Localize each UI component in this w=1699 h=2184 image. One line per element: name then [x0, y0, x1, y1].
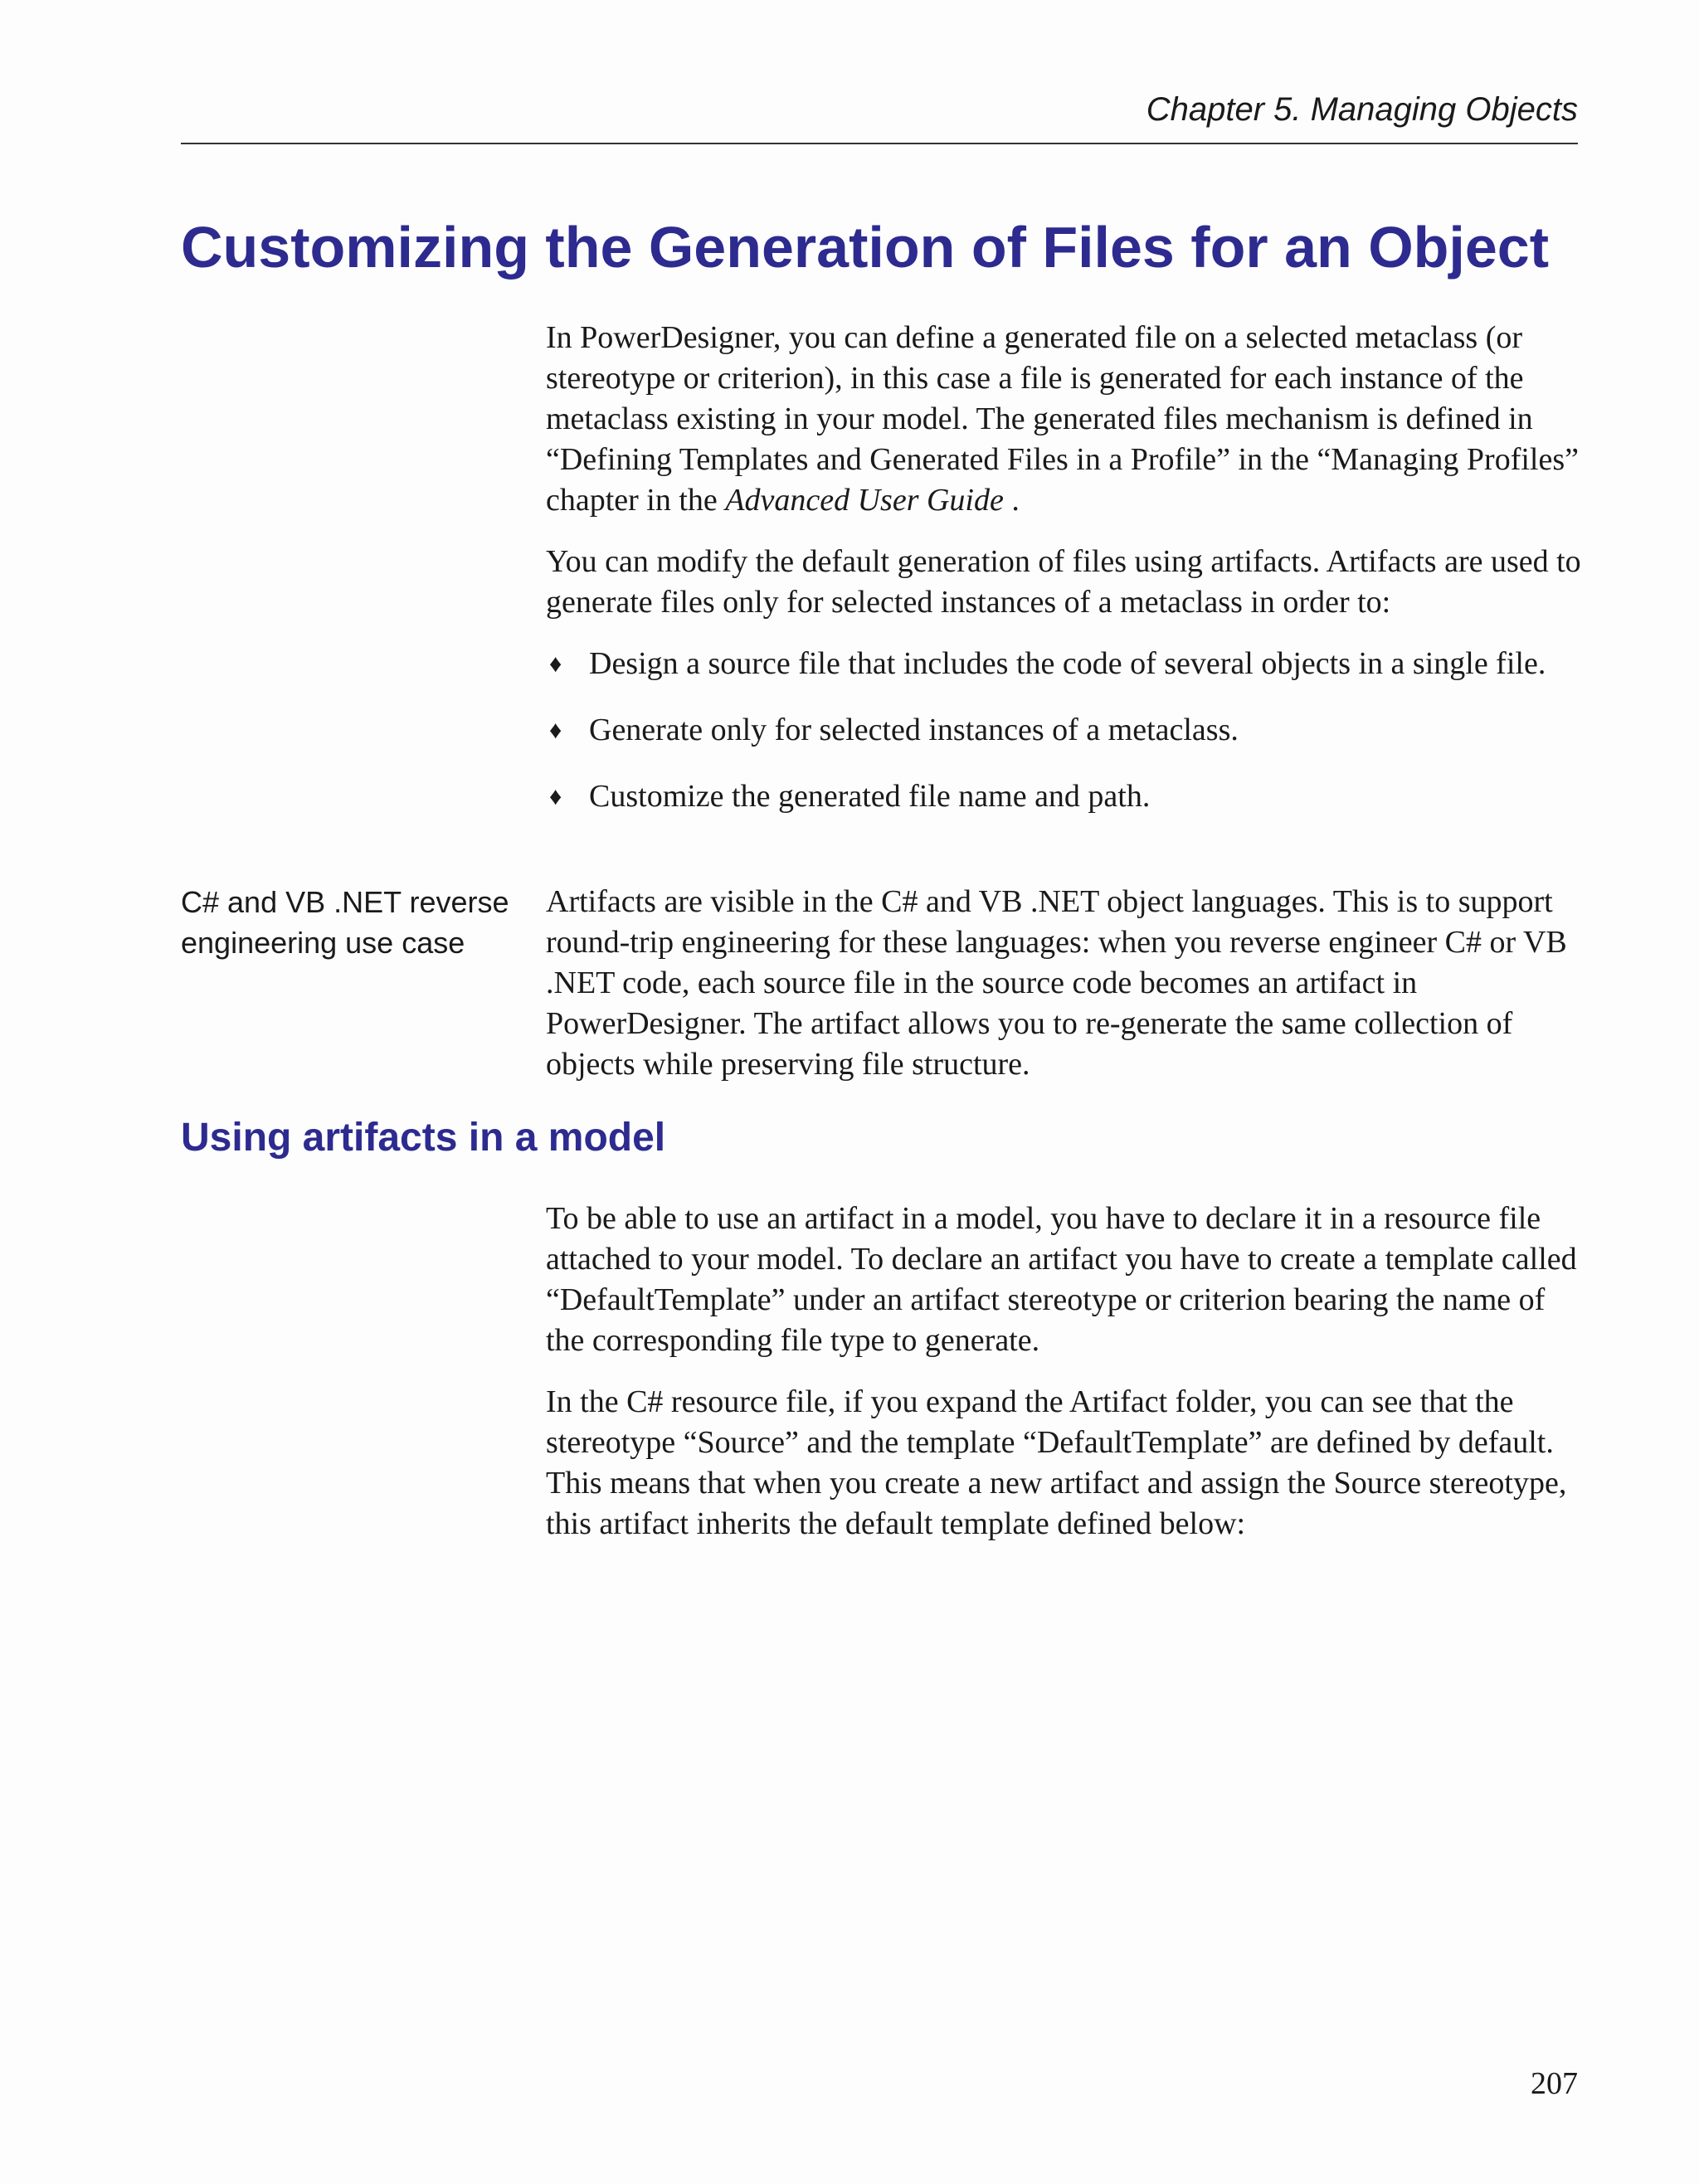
page-number: 207	[1531, 2066, 1578, 2101]
bullet-text: Generate only for selected instances of a metaclass.	[589, 713, 1239, 747]
section-paragraph-2: In the C# resource file, if you expand the Artifact folder, you can see that the stereotype “Source” and the template “DefaultTemplate” are defined by default. This means that when you create a new artifact and assign the Source stereotype, this artifact inherits the default template defined below:	[546, 1384, 1567, 1541]
section-title: Using artifacts in a model	[181, 1116, 666, 1160]
page-title: Customizing the Generation of Files for an Object	[181, 215, 1550, 280]
section-body	[546, 1199, 1583, 1565]
bullet-item	[546, 776, 1583, 817]
diamond-bullet-icon: ♦	[549, 717, 562, 744]
diamond-bullet-icon: ♦	[549, 783, 562, 810]
purpose-bullet-list	[546, 644, 1583, 817]
book-title-reference: Advanced User Guide	[725, 483, 1004, 518]
bullet-text: Design a source file that includes the code of several objects in a single file.	[589, 646, 1546, 681]
intro-paragraph-1	[546, 318, 1583, 521]
bullet-text: Customize the generated file name and path.	[589, 779, 1151, 814]
intro-paragraph-1-end: .	[1003, 483, 1020, 518]
bullet-item	[546, 710, 1583, 751]
use-case-paragraph: Artifacts are visible in the C# and VB .NET object languages. This is to support round-trip engineering for these languages: when you reverse engineer C# or VB .NET code, each source file in the source code becomes an artifact in PowerDesigner. The artifact allows you to re-generate the same collection of objects while preserving file structure.	[546, 884, 1567, 1082]
section-paragraph-1: To be able to use an artifact in a model, you have to declare it in a resource file attached to your model. To declare an artifact you have to create a template called “DefaultTemplate” under an artifact stereotype or criterion bearing the name of the corresponding file type to generate.	[546, 1201, 1577, 1358]
use-case-block	[546, 882, 1583, 1106]
intro-paragraph-2: You can modify the default generation of files using artifacts. Artifacts are used to generate files only for selected instances of a metaclass in order to:	[546, 544, 1581, 620]
use-case-margin-label: C# and VB .NET reverse engineering use case	[181, 885, 509, 960]
diamond-bullet-icon: ♦	[549, 650, 562, 678]
header-rule	[181, 143, 1578, 144]
running-header: Chapter 5. Managing Objects	[1146, 91, 1578, 128]
intro-block	[546, 318, 1583, 843]
bullet-item	[546, 644, 1583, 684]
intro-paragraph-1-text: In PowerDesigner, you can define a generated file on a selected metaclass (or stereotype or criterion), in this case a file is generated for each instance of the metaclass existing in your model. The generated files mechanism is defined in “Defining Templates and Generated Files in a Profile” in the “Managing Profiles” chapter in the	[546, 320, 1579, 518]
